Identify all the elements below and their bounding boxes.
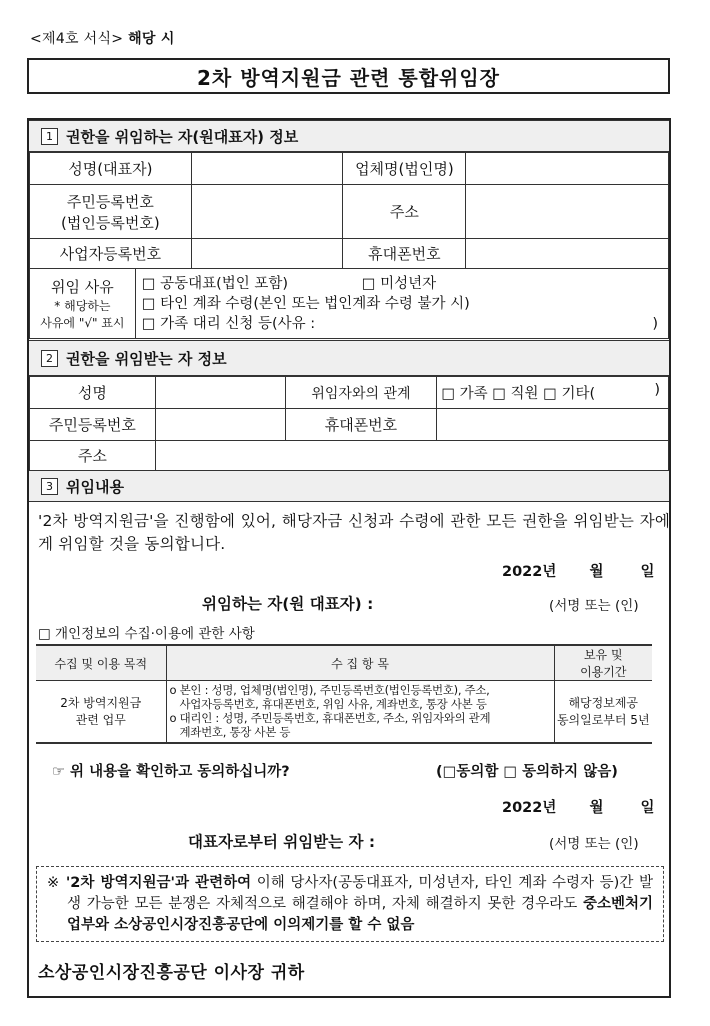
delegator-info-table [29, 152, 669, 269]
delegator-name-label: 성명(대표자) [30, 153, 192, 185]
reason-note-line2: 사유에 "√" 표시 [40, 316, 125, 330]
consent-question: ☞ 위 내용을 확인하고 동의하십니까? [52, 764, 290, 780]
reason-label: 위임 사유 [51, 278, 114, 296]
privacy-purpose-line2: 관련 업무 [75, 713, 126, 728]
section-3-number: 3 [41, 478, 58, 495]
resident-number-label-line1: 주민등록번호 [66, 192, 154, 211]
relation-close: ) [654, 382, 660, 398]
reason-family-close: ) [652, 315, 658, 332]
section-1-title: 권한을 위임하는 자(원대표자) 정보 [66, 127, 299, 146]
privacy-retention-cell [554, 681, 652, 743]
delegate-name-field[interactable] [155, 377, 285, 409]
relation-options-cell [437, 377, 669, 409]
delegate-name-label: 성명 [30, 377, 156, 409]
reason-note-line1: * 해당하는 [54, 299, 111, 313]
privacy-header-items: 수 집 항 목 [166, 645, 554, 681]
relation-label: 위임자와의 관계 [285, 377, 437, 409]
delegator-name-field[interactable] [191, 153, 343, 185]
privacy-items-line1: o 본인 : 성명, 업체명(법인명), 주민등록번호(법인등록번호), 주소, [169, 683, 490, 698]
reason-options-cell [135, 269, 668, 339]
date-day: 일 [640, 564, 655, 580]
consent-date-month: 월 [589, 800, 604, 816]
privacy-items-cell [166, 681, 554, 743]
privacy-purpose-cell [36, 681, 166, 743]
section-1-number: 1 [41, 128, 58, 145]
delegate-address-label: 주소 [30, 441, 156, 471]
section-3-title: 위임내용 [66, 477, 124, 496]
delegate-address-field[interactable] [155, 441, 668, 471]
delegate-signature-note[interactable]: (서명 또는 (인) [549, 836, 639, 852]
reason-family-checkbox[interactable]: □ 가족 대리 신청 등(사유 : [141, 315, 316, 332]
privacy-header-retention-line1: 보유 및 [583, 648, 623, 662]
form-number: <제4호 서식> [30, 31, 124, 47]
document-title-text: 2차 방역지원금 관련 통합위임장 [197, 65, 500, 90]
delegate-phone-label: 휴대폰번호 [285, 409, 437, 441]
form-number-label [30, 28, 175, 48]
consent-date-year: 2022년 [502, 800, 557, 816]
business-number-field[interactable] [191, 239, 343, 269]
consent-date-day: 일 [640, 800, 655, 816]
privacy-table [36, 644, 652, 744]
delegator-signature-note[interactable]: (서명 또는 (인) [549, 598, 639, 614]
document-title [27, 58, 670, 94]
section-1-header [29, 120, 669, 152]
privacy-purpose-line1: 2차 방역지원금 [60, 696, 142, 711]
privacy-consent-label: □ 개인정보의 수집·이용에 관한 사항 [38, 626, 255, 642]
privacy-header-retention-line2: 이용기간 [580, 665, 627, 679]
company-name-field[interactable] [466, 153, 669, 185]
delegation-date [502, 560, 655, 581]
address-label: 주소 [343, 185, 466, 239]
delegation-reason-table [29, 268, 669, 339]
section-2-header [29, 340, 669, 376]
notice-bold-2: 중소벤처기업부와 소상공인시장진흥공단에 이의제기를 할 수 없음 [67, 896, 653, 933]
delegate-info-table [29, 376, 669, 471]
privacy-items-line2: 사업자등록번호, 휴대폰번호, 위임 사유, 계좌번호, 통장 사본 등 [179, 697, 487, 712]
address-field[interactable] [466, 185, 669, 239]
resident-number-label [30, 185, 192, 239]
reason-other-account-checkbox[interactable]: □ 타인 계좌 수령(본인 또는 법인계좌 수령 불가 시) [141, 295, 470, 312]
notice-prefix: ※ [47, 875, 66, 891]
phone-field[interactable] [466, 239, 669, 269]
resident-number-label-line2: (법인등록번호) [61, 213, 160, 232]
delegator-signature-label: 위임하는 자(원 대표자) : [202, 595, 374, 613]
notice-text: 이해 당사자(공동대표자, 미성년자, 타인 계좌 수령자 등)간 발생 가능한 모든 분쟁은 자체적으로 해결해야 하며, 자체 해결하지 못한 경우라도 [67, 875, 654, 912]
section-2-number: 2 [41, 350, 58, 367]
consent-date [502, 796, 655, 817]
section-2-title: 권한을 위임받는 자 정보 [66, 349, 227, 368]
notice-bold-1: '2차 방역지원금'과 관련하여 [65, 875, 252, 891]
delegate-signature-label: 대표자로부터 위임받는 자 : [188, 833, 376, 851]
phone-label: 휴대폰번호 [343, 239, 466, 269]
delegate-resident-field[interactable] [155, 409, 285, 441]
privacy-items-line4: 계좌번호, 통장 사본 등 [179, 725, 291, 740]
date-year: 2022년 [502, 564, 557, 580]
privacy-retention-line1: 해당정보제공 [568, 696, 639, 711]
privacy-retention-line2: 동의일로부터 5년 [556, 713, 650, 728]
business-number-label: 사업자등록번호 [30, 239, 192, 269]
date-month: 월 [589, 564, 604, 580]
delegation-statement: '2차 방역지원금'을 진행함에 있어, 해당자금 신청과 수령에 관한 모든 권한을 위임받는 자에게 위임할 것을 동의합니다. [38, 512, 670, 553]
privacy-header-purpose: 수집 및 이용 목적 [36, 645, 166, 681]
relation-options[interactable]: □ 가족 □ 직원 □ 기타( [441, 386, 596, 402]
privacy-items-line3: o 대리인 : 성명, 주민등록번호, 휴대폰번호, 주소, 위임자와의 관계 [169, 711, 491, 726]
reason-minor-checkbox[interactable]: □ 미성년자 [361, 275, 437, 292]
delegate-resident-label: 주민등록번호 [30, 409, 156, 441]
dispute-notice [36, 866, 664, 942]
consent-options[interactable]: (□동의함 □ 동의하지 않음) [436, 764, 618, 780]
reason-joint-checkbox[interactable]: □ 공동대표(법인 포함) [141, 275, 289, 292]
form-applicable-note: 해당 시 [128, 31, 175, 47]
company-name-label: 업체명(법인명) [343, 153, 466, 185]
reason-label-cell [30, 269, 136, 339]
section-3-header [29, 470, 669, 502]
addressee: 소상공인시장진흥공단 이사장 귀하 [38, 963, 305, 983]
delegate-phone-field[interactable] [437, 409, 669, 441]
resident-number-field[interactable] [191, 185, 343, 239]
privacy-header-retention [554, 645, 652, 681]
